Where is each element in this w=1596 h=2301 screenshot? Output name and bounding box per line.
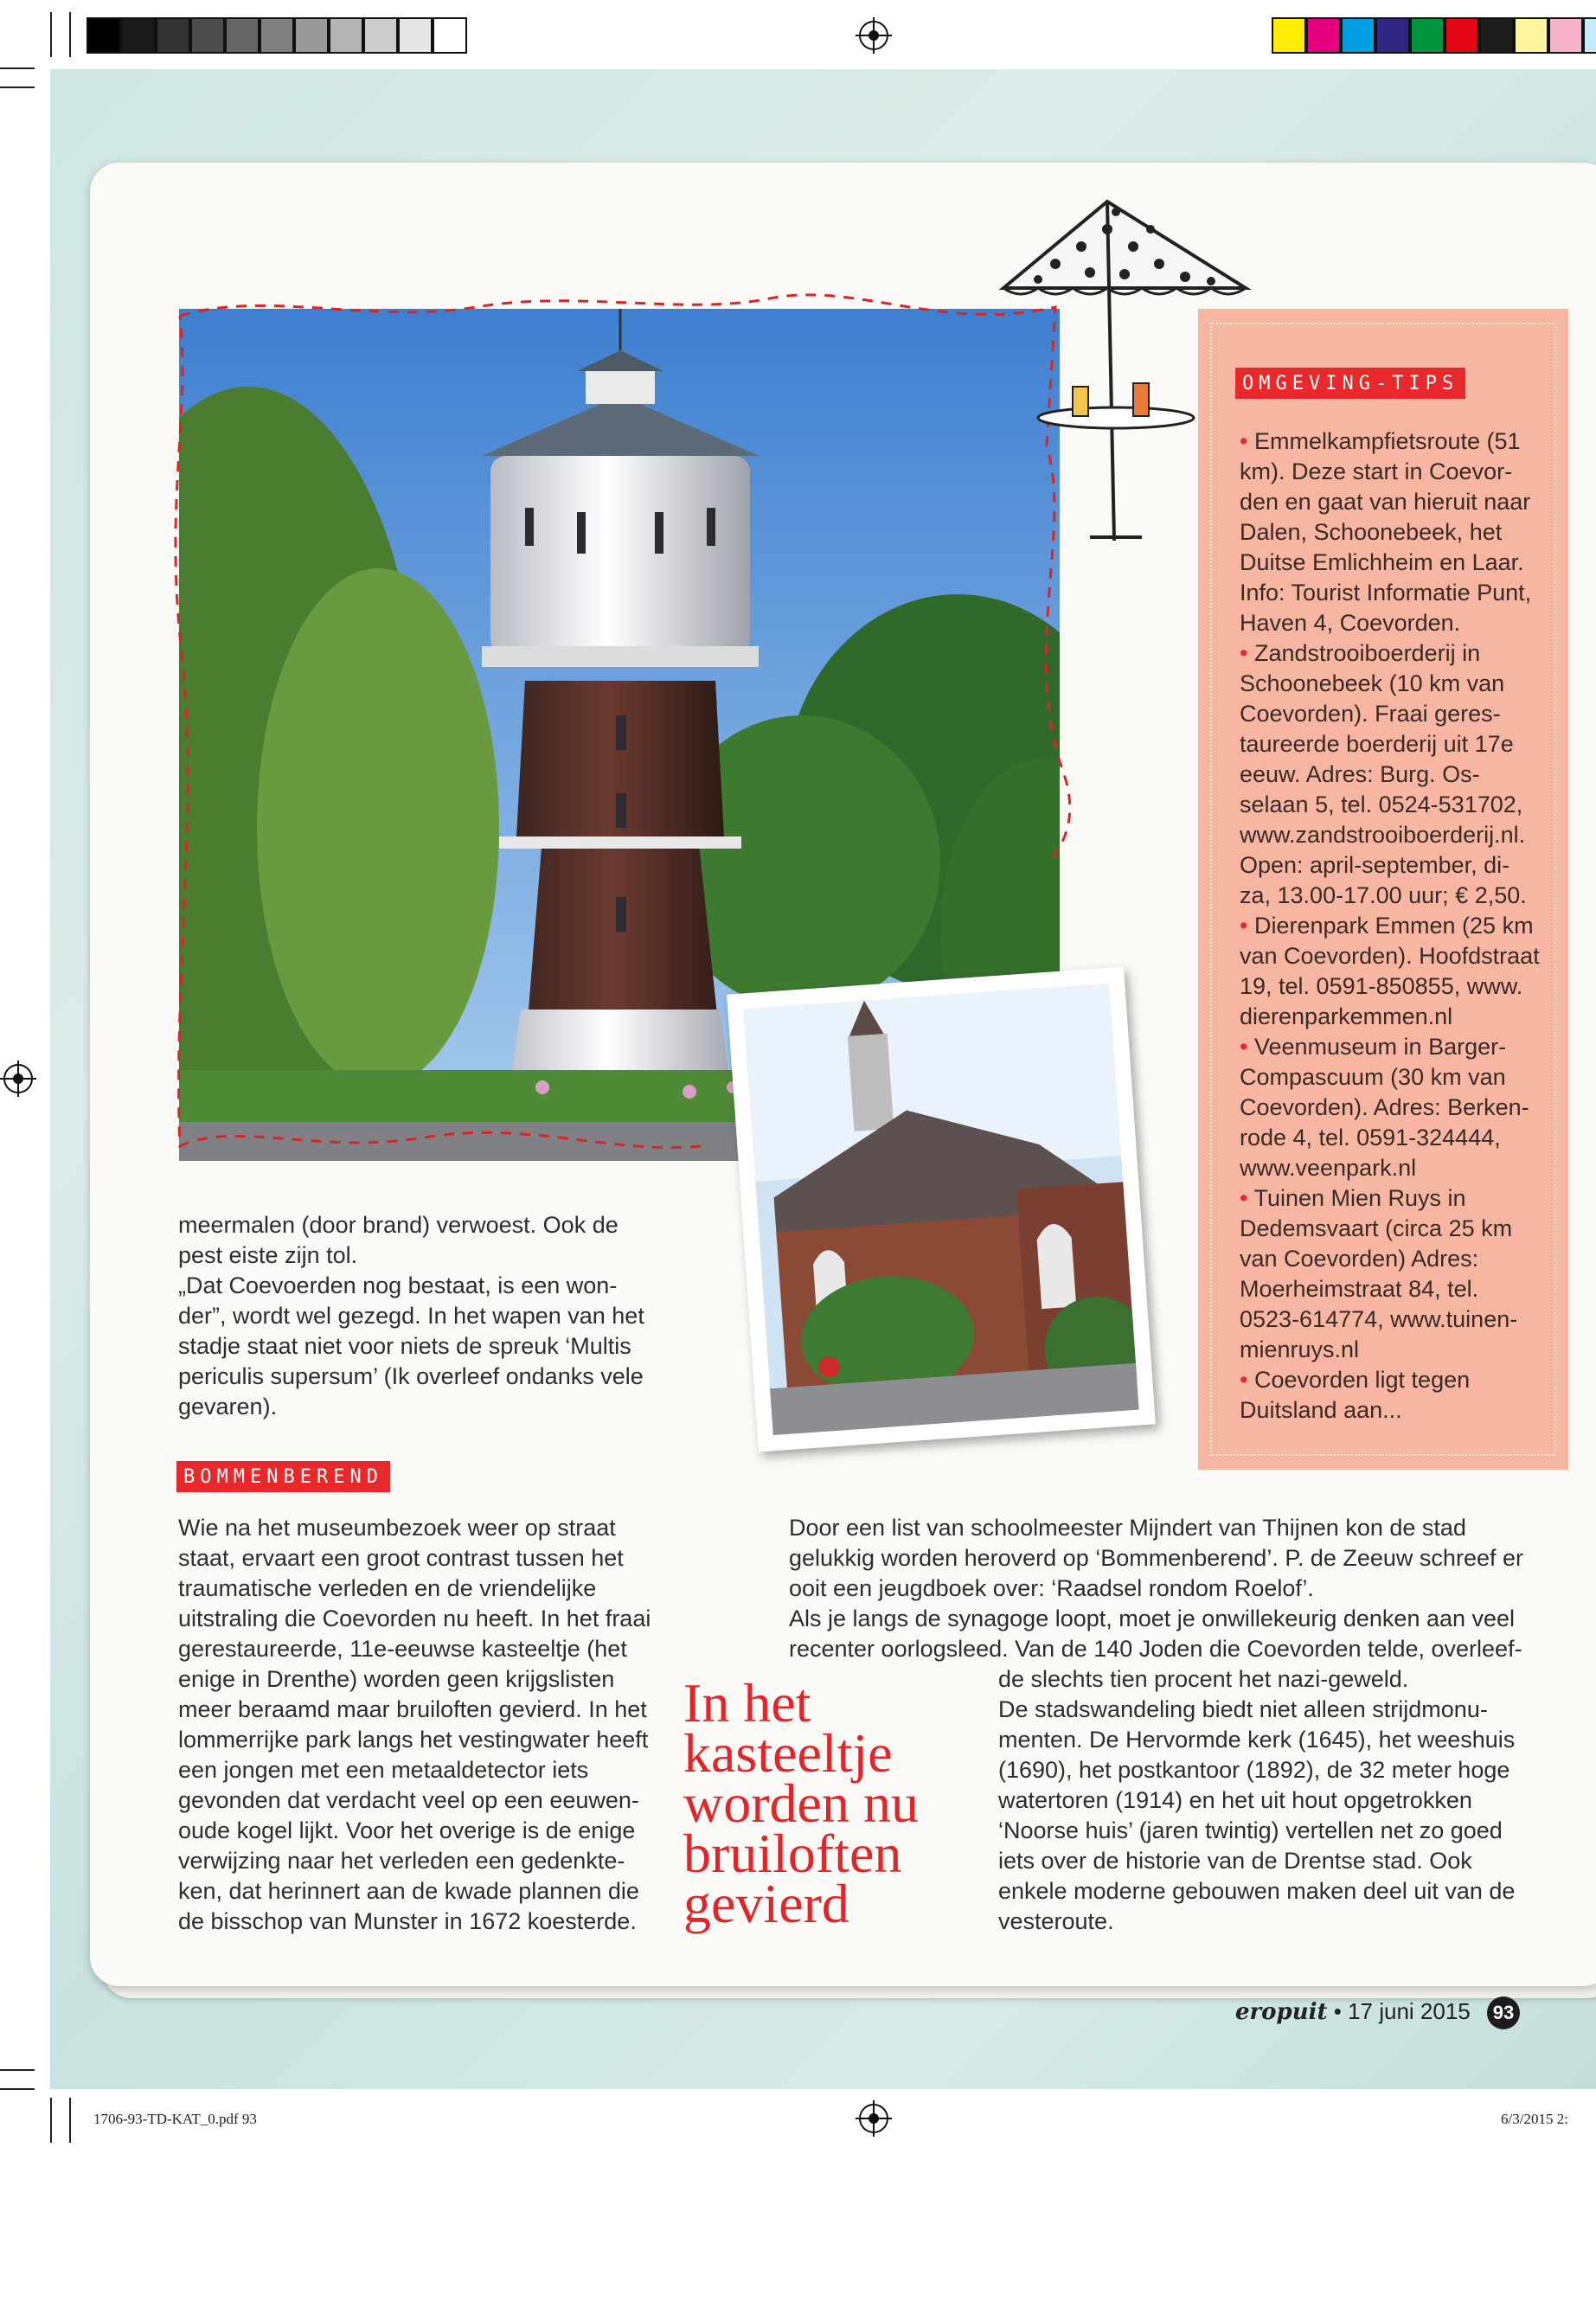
crop-mark bbox=[69, 12, 71, 57]
color-swatch bbox=[1548, 17, 1583, 54]
color-swatch bbox=[294, 17, 329, 54]
tips-line-text: Veenmuseum in Barger- bbox=[1247, 1034, 1507, 1060]
text-line: ken, dat herinnert aan de kwade plannen die bbox=[178, 1878, 639, 1904]
tips-line bbox=[1240, 578, 1551, 608]
pull-quote bbox=[683, 1672, 977, 1934]
text-line: menten. De Hervormde kerk (1645), het weeshuis bbox=[998, 1727, 1516, 1753]
text-line: lommerrijke park langs het vestingwater heeft bbox=[178, 1727, 649, 1753]
crop-mark bbox=[0, 87, 35, 88]
tips-line-text: Moerheimstraat 84, tel. bbox=[1240, 1276, 1479, 1302]
text-line: „Dat Coevoerden nog bestaat, is een won- bbox=[178, 1272, 618, 1298]
tips-line-text: Open: april-september, di- bbox=[1240, 852, 1510, 878]
tips-line-text: van Coevorden). Hoofdstraat bbox=[1240, 943, 1540, 969]
text-line: vesteroute. bbox=[998, 1908, 1114, 1934]
tips-line bbox=[1240, 1153, 1551, 1183]
tips-line-text: Haven 4, Coevorden. bbox=[1240, 610, 1461, 636]
tips-line-text: dierenparkemmen.nl bbox=[1240, 1003, 1453, 1029]
color-swatch bbox=[329, 17, 363, 54]
tips-line-text: selaan 5, tel. 0524-531702, bbox=[1240, 792, 1523, 817]
text-line: gerestaureerde, 11e-eeuwse kasteeltje (het bbox=[178, 1636, 627, 1662]
registration-mark-icon bbox=[859, 21, 888, 50]
tips-line bbox=[1240, 517, 1551, 548]
color-swatch bbox=[1272, 17, 1306, 54]
file-slug: 1706-93-TD-KAT_0.pdf 93 bbox=[93, 2111, 257, 2127]
tips-line bbox=[1240, 1335, 1551, 1365]
tips-line-text: km). Deze start in Coevor- bbox=[1240, 458, 1513, 484]
church-photo bbox=[727, 967, 1156, 1452]
tips-line bbox=[1240, 911, 1551, 941]
color-swatch bbox=[1341, 17, 1375, 54]
crop-mark bbox=[50, 2098, 52, 2143]
tips-line bbox=[1240, 881, 1551, 911]
tips-line-text: Tuinen Mien Ruys in bbox=[1247, 1185, 1466, 1211]
tips-line-text: 19, tel. 0591-850855, www. bbox=[1240, 973, 1523, 999]
text-line: watertoren (1914) en het uit hout opgetrokken bbox=[998, 1787, 1472, 1813]
tips-line-text: Duitse Emlichheim en Laar. bbox=[1240, 549, 1524, 575]
tips-line bbox=[1240, 1244, 1551, 1274]
text-line: Door een list van schoolmeester Mijndert van Thijnen kon de stad bbox=[789, 1515, 1466, 1541]
tips-line bbox=[1240, 1304, 1551, 1335]
right-top-text bbox=[789, 1513, 1550, 1664]
text-line: recenter oorlogsleed. Van de 140 Joden die Coevorden telde, overleef- bbox=[789, 1636, 1522, 1662]
date-slug: 6/3/2015 2: bbox=[1501, 2111, 1568, 2127]
text-line: worden nu bbox=[683, 1772, 919, 1834]
text-line: een jongen met een metaaldetector iets bbox=[178, 1757, 589, 1783]
tips-line bbox=[1240, 1214, 1551, 1244]
tips-line-text: Coevorden). Adres: Berken- bbox=[1240, 1094, 1529, 1120]
tips-line bbox=[1240, 941, 1551, 971]
text-line: ‘Noorse huis’ (jaren twintig) vertellen net zo goed bbox=[998, 1817, 1503, 1843]
crop-mark bbox=[0, 2069, 35, 2071]
tips-line-text: taureerde boerderij uit 17e bbox=[1240, 731, 1514, 757]
color-swatch bbox=[1514, 17, 1548, 54]
color-swatch bbox=[1375, 17, 1410, 54]
text-line: de bisschop van Munster in 1672 koesterde. bbox=[178, 1908, 637, 1934]
text-line: gevonden dat verdacht veel op een eeuwen- bbox=[178, 1787, 639, 1813]
color-swatch bbox=[225, 17, 260, 54]
color-swatch bbox=[1410, 17, 1445, 54]
tips-line bbox=[1240, 638, 1551, 669]
magazine-brand: eropuit bbox=[1234, 1999, 1328, 2025]
color-swatch bbox=[121, 17, 156, 54]
tips-line bbox=[1240, 426, 1551, 457]
text-line: pest eiste zijn tol. bbox=[178, 1242, 358, 1268]
text-line: periculis supersum’ (Ik overleef ondanks vele bbox=[178, 1363, 644, 1389]
bullet-icon: • bbox=[1240, 913, 1248, 939]
church-illustration bbox=[743, 984, 1138, 1435]
text-line: Als je langs de synagoge loopt, moet je onwillekeurig denken aan veel bbox=[789, 1606, 1516, 1631]
crop-mark bbox=[50, 12, 52, 57]
bullet-icon: • bbox=[1240, 1185, 1248, 1211]
text-line: (1690), het postkantoor (1892), de 32 meter hoge bbox=[998, 1757, 1510, 1783]
tips-line-text: za, 13.00-17.00 uur; € 2,50. bbox=[1240, 882, 1527, 908]
text-line: oude kogel lijkt. Voor het overige is de enige bbox=[178, 1817, 636, 1843]
tips-line-text: www.veenpark.nl bbox=[1240, 1155, 1417, 1181]
text-line: enkele moderne gebouwen maken deel uit van de bbox=[998, 1878, 1516, 1904]
tips-heading: OMGEVING-TIPS bbox=[1235, 368, 1465, 399]
tips-line bbox=[1240, 1365, 1551, 1395]
text-line: bruiloften bbox=[683, 1823, 902, 1884]
crop-mark bbox=[0, 2088, 35, 2090]
tips-line bbox=[1240, 669, 1551, 699]
color-swatch bbox=[1445, 17, 1479, 54]
tips-line-text: Info: Tourist Informatie Punt, bbox=[1240, 580, 1532, 606]
color-swatch bbox=[363, 17, 398, 54]
page-number: 93 bbox=[1487, 1997, 1520, 2029]
tips-line bbox=[1240, 699, 1551, 729]
text-line: Wie na het museumbezoek weer op straat bbox=[178, 1515, 616, 1541]
section-heading: BOMMENBEREND bbox=[176, 1461, 390, 1492]
tips-line-text: Dalen, Schoonebeek, het bbox=[1240, 519, 1503, 545]
tips-line bbox=[1240, 1032, 1551, 1062]
issue-date: 17 juni 2015 bbox=[1348, 1998, 1471, 2024]
tips-line-text: Compascuum (30 km van bbox=[1240, 1064, 1506, 1090]
text-line: In het bbox=[683, 1672, 811, 1734]
crop-mark bbox=[0, 67, 35, 69]
tips-line-text: Dedemsvaart (circa 25 km bbox=[1240, 1215, 1513, 1241]
tips-line bbox=[1240, 820, 1551, 850]
text-line: meermalen (door brand) verwoest. Ook de bbox=[178, 1212, 619, 1238]
tips-line-text: 0523-614774, www.tuinen- bbox=[1240, 1306, 1518, 1332]
text-line: der”, wordt wel gezegd. In het wapen van het bbox=[178, 1303, 644, 1329]
tips-line bbox=[1240, 1274, 1551, 1304]
tips-line-text: mienruys.nl bbox=[1240, 1336, 1360, 1362]
crop-mark bbox=[69, 2098, 71, 2143]
right-column-text bbox=[998, 1664, 1535, 1937]
tips-line-text: Zandstrooiboerderij in bbox=[1247, 640, 1481, 666]
color-swatch bbox=[433, 17, 467, 54]
tips-line bbox=[1240, 1123, 1551, 1153]
tips-line bbox=[1240, 729, 1551, 760]
text-line: verwijzing naar het verleden een gedenkte- bbox=[178, 1848, 625, 1874]
registration-mark-icon bbox=[3, 1064, 33, 1093]
color-swatch bbox=[1306, 17, 1341, 54]
tips-line-text: Schoonebeek (10 km van bbox=[1240, 670, 1505, 696]
text-line: gevierd bbox=[683, 1873, 849, 1934]
color-swatch bbox=[1479, 17, 1514, 54]
color-swatch bbox=[87, 17, 121, 54]
tips-line-text: rode 4, tel. 0591-324444, bbox=[1240, 1125, 1501, 1150]
bullet-icon: • bbox=[1240, 1034, 1248, 1060]
registration-mark-icon bbox=[859, 2104, 888, 2133]
color-swatch bbox=[156, 17, 190, 54]
text-line: ooit een jeugdboek over: ‘Raadsel rondom Roelof’. bbox=[789, 1575, 1314, 1601]
tips-line bbox=[1240, 1093, 1551, 1123]
intro-paragraph bbox=[178, 1210, 697, 1422]
tips-line-text: Coevorden ligt tegen bbox=[1247, 1367, 1471, 1393]
tips-line-text: Duitsland aan... bbox=[1240, 1397, 1402, 1423]
tips-line bbox=[1240, 457, 1551, 487]
color-swatch bbox=[190, 17, 225, 54]
text-line: de slechts tien procent het nazi-geweld. bbox=[998, 1666, 1409, 1692]
tips-line bbox=[1240, 548, 1551, 578]
page-footer bbox=[1235, 1997, 1520, 2029]
tips-line-text: eeuw. Adres: Burg. Os- bbox=[1240, 761, 1480, 787]
bullet-icon: • bbox=[1240, 428, 1248, 454]
tips-line-text: den en gaat van hieruit naar bbox=[1240, 489, 1531, 515]
tips-line bbox=[1240, 1062, 1551, 1093]
text-line: enige in Drenthe) worden geen krijgslisten bbox=[178, 1666, 615, 1692]
text-line: meer beraamd maar bruiloften gevierd. In het bbox=[178, 1696, 647, 1722]
footer-separator: • bbox=[1333, 1998, 1342, 2024]
text-line: traumatische verleden en de vriendelijke bbox=[178, 1575, 597, 1601]
tips-line bbox=[1240, 1183, 1551, 1214]
color-swatch bbox=[1583, 17, 1596, 54]
tips-line bbox=[1240, 850, 1551, 881]
text-line: stadje staat niet voor niets de spreuk ‘Multis bbox=[178, 1333, 631, 1359]
tips-line-text: van Coevorden) Adres: bbox=[1240, 1246, 1479, 1272]
text-line: De stadswandeling biedt niet alleen strijdmonu- bbox=[998, 1696, 1488, 1722]
tips-line-text: Emmelkampfietsroute (51 bbox=[1247, 428, 1521, 454]
tips-line bbox=[1240, 790, 1551, 820]
left-column-text bbox=[178, 1513, 680, 1937]
tips-line bbox=[1240, 1002, 1551, 1032]
tips-list bbox=[1240, 426, 1551, 1426]
tips-line-text: Coevorden). Fraai geres- bbox=[1240, 701, 1501, 727]
text-line: kasteeltje bbox=[683, 1722, 893, 1784]
color-swatch bbox=[260, 17, 294, 54]
bullet-icon: • bbox=[1240, 1367, 1248, 1393]
text-line: uitstraling die Coevorden nu heeft. In het fraai bbox=[178, 1606, 651, 1631]
text-line: gelukkig worden heroverd op ‘Bommenberend’. P. de Zeeuw schreef er bbox=[789, 1545, 1523, 1571]
text-line: iets over de historie van de Drentse stad. Ook bbox=[998, 1848, 1472, 1874]
text-line: staat, ervaart een groot contrast tussen het bbox=[178, 1545, 624, 1571]
tips-line bbox=[1240, 608, 1551, 638]
tips-line bbox=[1240, 971, 1551, 1002]
text-line: gevaren). bbox=[178, 1394, 278, 1420]
tips-line-text: Dierenpark Emmen (25 km bbox=[1247, 913, 1534, 939]
color-swatch bbox=[398, 17, 433, 54]
tips-line bbox=[1240, 487, 1551, 517]
tips-line bbox=[1240, 760, 1551, 790]
tips-line-text: www.zandstrooiboerderij.nl. bbox=[1240, 822, 1526, 848]
tips-line bbox=[1240, 1395, 1551, 1426]
bullet-icon: • bbox=[1240, 640, 1248, 666]
